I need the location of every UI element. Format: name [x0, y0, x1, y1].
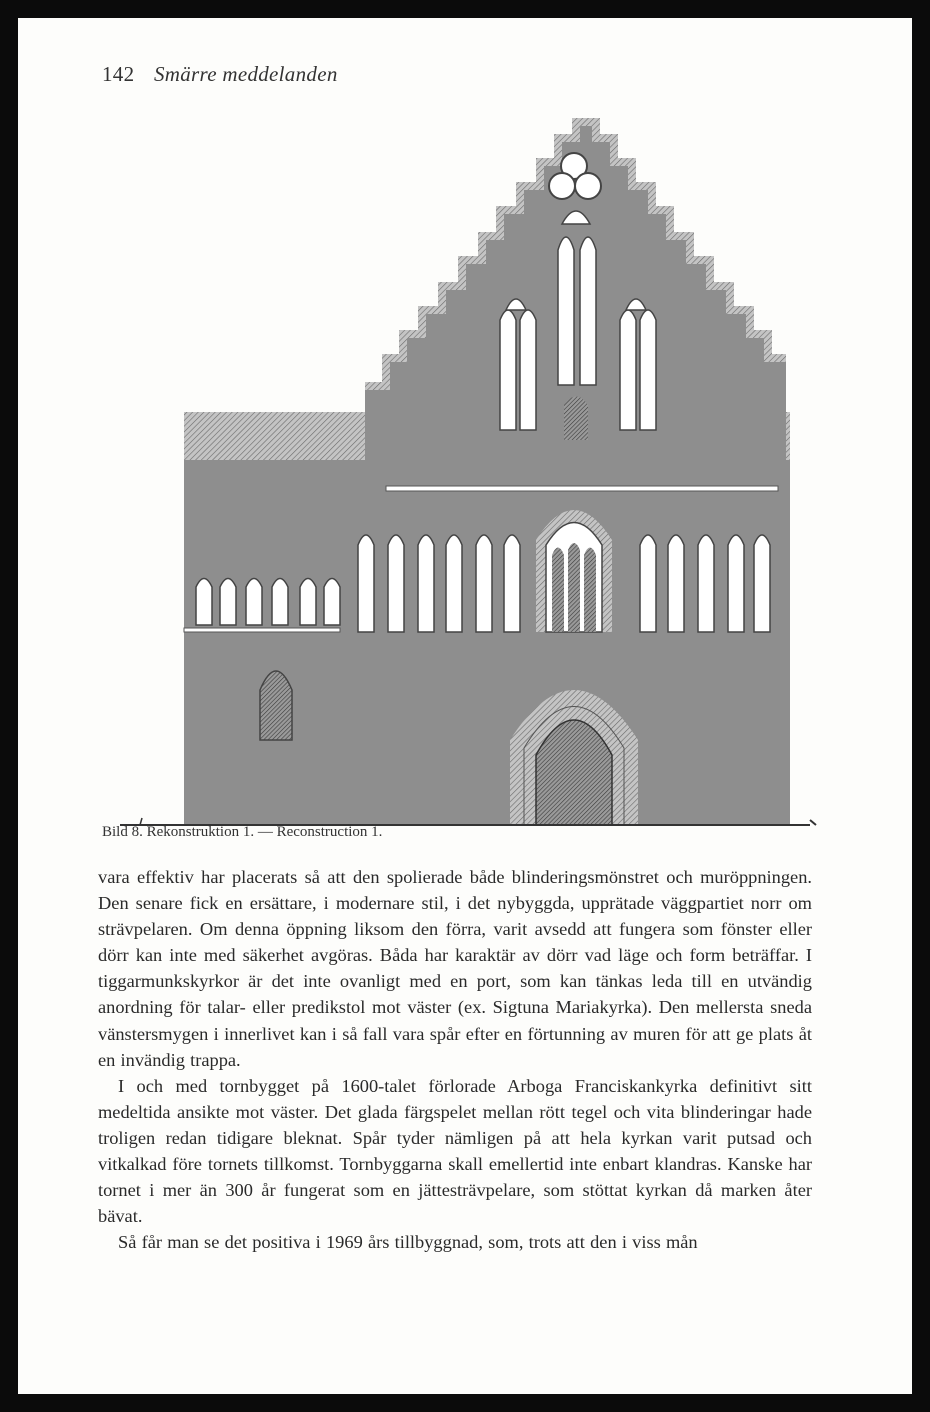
string-course — [386, 486, 778, 491]
paragraph: Så får man se det positiva i 1969 års tillbyggnad, som, trots att den i viss mån — [118, 1232, 698, 1253]
facade-wall — [184, 460, 790, 825]
lower-left-window — [260, 671, 292, 740]
running-title: Smärre meddelanden — [153, 62, 338, 86]
body-text — [98, 864, 812, 1255]
central-window — [536, 510, 612, 632]
facade-illustration — [80, 100, 840, 830]
figure-caption: Bild 8. Rekonstruktion 1. — Reconstruction 1. — [102, 824, 383, 840]
page — [18, 18, 912, 1394]
paragraph: vara effektiv har placerats så att den spolierade både blinderingsmönstret och muröppningen. Den senare fick en ersättare, i modernare stil, i det nybyggda, upprätade väggpartiet norr om strävpelaren. Om denna öppning liksom den förra, varit avsedd att fungera som fönster eller dörr kan inte med säkerhet avgöras. Båda har karaktär av dörr vad läge och form beträffar. I tiggarmunkskyrkor är det inte ovanligt med en port, som kan tänkas leda till en utvändig anordning för talar- eller predikstol mot väster (ex. Sigtuna Mariakyrka). Den mellersta sneda vänstersmygen i innerlivet kan i så fall vara spår efter en förtunning av muren för att ge plats åt en invändig trappa. — [98, 867, 812, 1070]
paragraph: I och med tornbygget på 1600-talet förlorade Arboga Franciskankyrka definitivt sitt medeltida ansikte mot väster. Det glada färgspelet mellan rött tegel och vita blinderingar hade troligen redan tidigare bleknat. Spår tyder nämligen på att hela kyrkan varit putsad och vitkalkad före tornets tillkomst. Tornbyggarna skall emellertid inte enbart klandras. Kanske har tornet i mer än 300 år fungerat som en jättesträvpelare, som stöttat kyrkan då marken åter bävat. — [98, 1075, 812, 1227]
running-header — [102, 62, 338, 87]
page-number: 142 — [102, 62, 135, 86]
aisle-roof — [184, 412, 374, 460]
gable-niche — [564, 397, 588, 441]
